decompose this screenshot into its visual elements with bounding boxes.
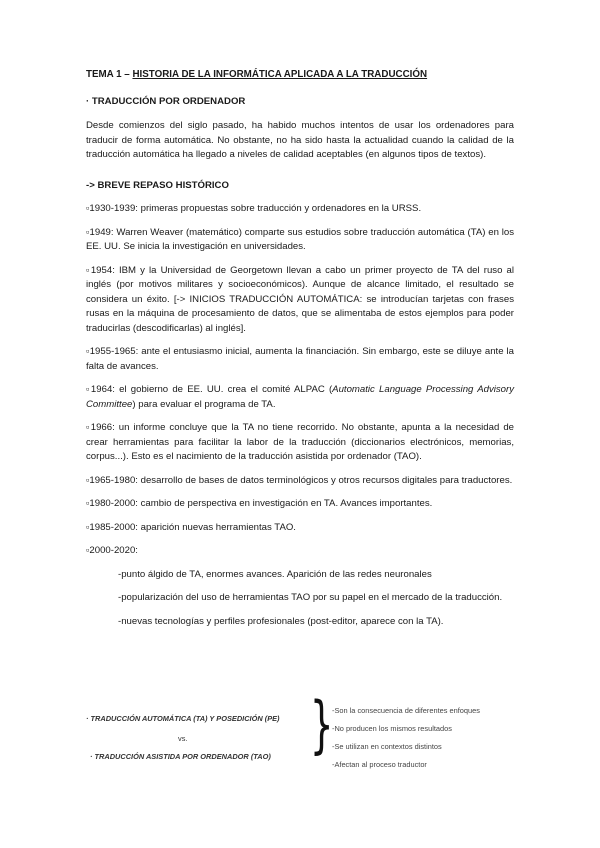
timeline-item-1985: ▫1985-2000: aparición nuevas herramientas TAO. (86, 521, 296, 533)
alpac-name: Automatic Language Processing Advisory Committee (86, 384, 514, 410)
subitem-neural: -punto álgido de TA, enormes avances. Aparición de las redes neuronales (118, 568, 432, 580)
timeline-item-1964 (86, 383, 514, 412)
diagram-vs: vs. (178, 734, 188, 743)
intro-paragraph: Desde comienzos del siglo pasado, ha habido muchos intentos de usar los ordenadores para traducir de forma automática. No obstante, no ha sido hasta la actualidad cuando la calidad de la traducción automática ha llegado a niveles de calidad aceptables (en algunos tipos de textos). (86, 120, 514, 160)
timeline-item-1966: ▫1966: un informe concluye que la TA no tiene recorrido. No obstante, apunta a la necesidad de crear herramientas para facilitar la labor de la traducción (diccionarios electrónicos, memorias, corpus...). Esto es el nacimiento de la traducción asistida por ordenador (TAO). (86, 422, 514, 462)
repaso-heading: -> BREVE REPASO HISTÓRICO (86, 179, 229, 191)
timeline-item-1930: ▫1930-1939: primeras propuestas sobre traducción y ordenadores en la URSS. (86, 203, 422, 214)
comparison-diagram (86, 688, 516, 780)
timeline-item-1955: ▫1955-1965: ante el entusiasmo inicial, aumenta la financiación. Sin embargo, este se diluye ante la falta de avances. (86, 346, 514, 372)
diagram-point-4: -Afectan al proceso traductor (332, 760, 427, 769)
title-main: HISTORIA DE LA INFORMÁTICA APLICADA A LA TRADUCCIÓN (132, 69, 428, 80)
diagram-tao-label: · TRADUCCIÓN ASISTIDA POR ORDENADOR (TAO) (90, 752, 271, 761)
diagram-point-3: -Se utilizan en contextos distintos (332, 742, 442, 751)
title-prefix: TEMA 1 – (86, 69, 133, 80)
document-page (86, 68, 514, 638)
section-subtitle: · TRADUCCIÓN POR ORDENADOR (86, 95, 246, 107)
diagram-ta-label: · TRADUCCIÓN AUTOMÁTICA (TA) Y POSEDICIÓN (PE) (86, 714, 280, 723)
timeline-item-1965: ▫1965-1980: desarrollo de bases de datos terminológicos y otros recursos digitales para traductores. (86, 474, 513, 486)
brace-icon: } (309, 688, 334, 761)
diagram-point-2: -No producen los mismos resultados (332, 724, 452, 733)
timeline-item-1954: ▫1954: IBM y la Universidad de Georgetown llevan a cabo un primer proyecto de TA del ruso al inglés (por motivos militares y socioeconómicos). Aunque de alcance limitado, el resultado se considera un éxito. [-> INICIOS TRADUCCIÓN AUTOMÁTICA: se introducían tarjetas con frases rusas en la máquina de procesamiento de datos, que se alimentaba de estos ejemplos para poder traducirlas (descodificarlas) al inglés]. (86, 264, 514, 334)
subitem-profiles: -nuevas tecnologías y perfiles profesionales (post-editor, aparece con la TA). (118, 615, 444, 627)
timeline-item-2000: ▫2000-2020: (86, 545, 138, 556)
timeline-item-1949: ▫1949: Warren Weaver (matemático) comparte sus estudios sobre traducción automática (TA) en los EE. UU. Se inicia la investigación en universidades. (86, 226, 514, 252)
document-title (86, 68, 514, 83)
alpac-pre: ▫1964: el gobierno de EE. UU. crea el comité ALPAC ( (86, 384, 333, 395)
subitem-tao: -popularización del uso de herramientas TAO por su papel en el mercado de la traducción. (118, 592, 503, 603)
alpac-post: ) para evaluar el programa de TA. (132, 398, 276, 410)
timeline-item-1980: ▫1980-2000: cambio de perspectiva en investigación en TA. Avances importantes. (86, 498, 433, 509)
diagram-point-1: -Son la consecuencia de diferentes enfoques (332, 706, 480, 715)
